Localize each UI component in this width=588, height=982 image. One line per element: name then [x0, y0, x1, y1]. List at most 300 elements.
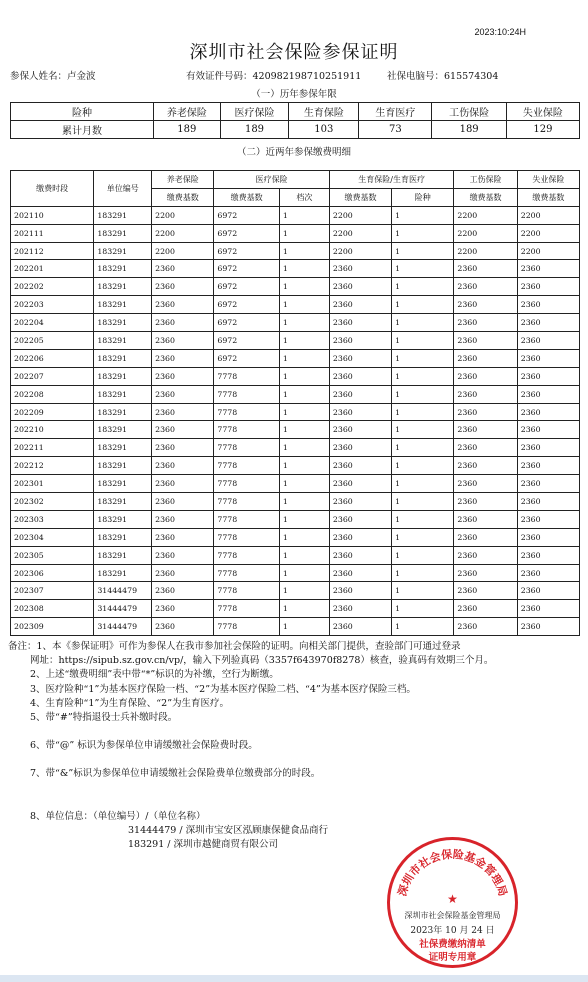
table-cell: 1	[392, 600, 454, 618]
table-cell: 2360	[329, 510, 391, 528]
detail-rows	[11, 206, 580, 635]
table-cell: 202307	[11, 582, 94, 600]
table-cell: 2360	[454, 314, 517, 332]
table-cell: 1	[392, 421, 454, 439]
table-cell: 1	[392, 510, 454, 528]
table-cell: 2360	[329, 546, 391, 564]
table-cell: 2360	[454, 260, 517, 278]
table-cell: 202304	[11, 528, 94, 546]
table-cell: 183291	[94, 475, 152, 493]
table-cell: 183291	[94, 260, 152, 278]
table-cell: 2360	[517, 475, 579, 493]
table-cell: 202306	[11, 564, 94, 582]
table-cell: 202209	[11, 403, 94, 421]
table-cell: 2200	[152, 206, 214, 224]
table-cell: 183291	[94, 278, 152, 296]
table-cell: 2360	[152, 510, 214, 528]
table-cell: 183291	[94, 242, 152, 260]
table-row	[11, 421, 580, 439]
table-cell: 2360	[517, 296, 579, 314]
table-cell: 7778	[214, 457, 280, 475]
table-cell: 183291	[94, 296, 152, 314]
table-cell: 7778	[214, 582, 280, 600]
table-cell: 202302	[11, 493, 94, 511]
table-cell: 2360	[152, 439, 214, 457]
table-cell: 2360	[517, 564, 579, 582]
table-cell: 2360	[517, 457, 579, 475]
summary-cell: 189	[154, 121, 221, 139]
table-cell: 202204	[11, 314, 94, 332]
table-cell: 2360	[517, 421, 579, 439]
insured-name: 参保人姓名：卢金波	[10, 71, 96, 82]
table-cell: 202305	[11, 546, 94, 564]
summary-cell: 189	[220, 121, 289, 139]
seal-date: 2023年 10 月 24 日	[410, 926, 495, 936]
table-row	[11, 546, 580, 564]
subheader-base: 缴费基数	[329, 188, 391, 206]
table-cell: 202207	[11, 367, 94, 385]
table-cell: 2360	[152, 296, 214, 314]
table-cell: 1	[279, 278, 329, 296]
table-cell: 202301	[11, 475, 94, 493]
table-cell: 6972	[214, 242, 280, 260]
table-cell: 2360	[152, 564, 214, 582]
summary-cell: 129	[506, 121, 579, 139]
table-cell: 2200	[329, 242, 391, 260]
table-cell: 2360	[152, 332, 214, 350]
table-cell: 1	[392, 582, 454, 600]
table-cell: 1	[279, 457, 329, 475]
table-cell: 2360	[329, 493, 391, 511]
table-cell: 2360	[517, 439, 579, 457]
table-row	[11, 385, 580, 403]
table-cell: 202309	[11, 618, 94, 636]
table-cell: 2200	[517, 206, 579, 224]
table-cell: 7778	[214, 475, 280, 493]
note-8-unit-1: 31444479 / 深圳市宝安区泓顾康保健食品商行	[128, 824, 329, 836]
table-cell: 1	[279, 403, 329, 421]
subheader-base: 缴费基数	[517, 188, 579, 206]
table-cell: 2360	[454, 475, 517, 493]
table-cell: 2360	[454, 332, 517, 350]
table-cell: 1	[392, 278, 454, 296]
table-cell: 2360	[329, 618, 391, 636]
table-row	[11, 582, 580, 600]
table-cell: 202210	[11, 421, 94, 439]
subheader-base: 缴费基数	[454, 188, 517, 206]
table-row	[11, 367, 580, 385]
table-cell: 1	[392, 260, 454, 278]
summary-header: 医疗保险	[220, 103, 289, 121]
table-cell: 1	[392, 242, 454, 260]
table-cell: 31444479	[94, 600, 152, 618]
table-cell: 2360	[329, 385, 391, 403]
table-cell: 2360	[517, 546, 579, 564]
table-cell: 183291	[94, 367, 152, 385]
table-cell: 2200	[454, 206, 517, 224]
table-cell: 2360	[152, 528, 214, 546]
table-row	[11, 475, 580, 493]
table-cell: 202201	[11, 260, 94, 278]
seal-star: ★	[447, 892, 458, 906]
subheader-type: 险种	[392, 188, 454, 206]
table-cell: 1	[392, 367, 454, 385]
table-cell: 1	[279, 206, 329, 224]
table-cell: 6972	[214, 349, 280, 367]
table-cell: 202111	[11, 224, 94, 242]
table-cell: 1	[392, 528, 454, 546]
table-cell: 1	[392, 385, 454, 403]
table-cell: 183291	[94, 546, 152, 564]
table-cell: 7778	[214, 421, 280, 439]
table-cell: 202303	[11, 510, 94, 528]
table-cell: 2360	[517, 582, 579, 600]
table-cell: 2360	[454, 367, 517, 385]
table-cell: 2360	[329, 564, 391, 582]
id-number: 有效证件号码：420982198710251911	[186, 71, 362, 82]
table-cell: 202211	[11, 439, 94, 457]
header-unit: 单位编号	[94, 171, 152, 207]
note-4: 4、生育险种“1”为生育保险、“2”为生育医疗。	[30, 697, 230, 709]
table-cell: 183291	[94, 314, 152, 332]
table-row	[11, 314, 580, 332]
summary-table	[10, 102, 580, 139]
summary-cell: 189	[432, 121, 506, 139]
table-cell: 2360	[329, 600, 391, 618]
table-cell: 2360	[517, 528, 579, 546]
table-row	[11, 510, 580, 528]
table-row	[11, 564, 580, 582]
social-security-number: 社保电脑号：615574304	[387, 71, 499, 82]
table-row	[11, 224, 580, 242]
header-period: 缴费时段	[11, 171, 94, 207]
table-cell: 6972	[214, 224, 280, 242]
table-cell: 183291	[94, 403, 152, 421]
note-8-unit-2: 183291 / 深圳市越健商贸有限公司	[128, 839, 279, 851]
table-cell: 2360	[329, 367, 391, 385]
table-cell: 7778	[214, 493, 280, 511]
note-7: 7、带“&”标识为参保单位申请缓缴社会保险费单位缴费部分的时段。	[30, 768, 321, 780]
table-cell: 6972	[214, 260, 280, 278]
detail-header-row	[11, 171, 580, 189]
table-cell: 183291	[94, 493, 152, 511]
table-cell: 2200	[152, 224, 214, 242]
table-cell: 2360	[517, 314, 579, 332]
table-cell: 2360	[329, 314, 391, 332]
table-cell: 1	[279, 564, 329, 582]
table-cell: 2360	[454, 278, 517, 296]
table-cell: 6972	[214, 206, 280, 224]
table-cell: 1	[392, 296, 454, 314]
header-injury: 工伤保险	[454, 171, 517, 189]
table-cell: 1	[392, 493, 454, 511]
table-cell: 2360	[329, 475, 391, 493]
table-cell: 202212	[11, 457, 94, 475]
table-cell: 183291	[94, 385, 152, 403]
table-cell: 31444479	[94, 618, 152, 636]
table-row	[11, 457, 580, 475]
note-1: 备注：1、本《参保证明》可作为参保人在我市参加社会保险的证明。向相关部门提供，查验部门可通过登录	[8, 641, 461, 652]
table-cell: 6972	[214, 314, 280, 332]
table-cell: 183291	[94, 439, 152, 457]
table-cell: 1	[392, 403, 454, 421]
table-cell: 6972	[214, 332, 280, 350]
table-cell: 1	[392, 314, 454, 332]
table-cell: 1	[279, 367, 329, 385]
table-cell: 1	[392, 349, 454, 367]
table-cell: 183291	[94, 206, 152, 224]
table-cell: 1	[392, 475, 454, 493]
table-cell: 2360	[152, 260, 214, 278]
table-row	[11, 618, 580, 636]
table-cell: 2360	[152, 582, 214, 600]
table-cell: 2360	[454, 349, 517, 367]
table-row	[11, 528, 580, 546]
table-cell: 2360	[152, 600, 214, 618]
summary-header: 生育保险	[289, 103, 359, 121]
seal-org: 深圳市社会保险基金管理局	[404, 911, 501, 920]
summary-header-row	[11, 103, 580, 121]
table-cell: 2360	[152, 493, 214, 511]
note-5: 5、带“#”特指退役士兵补缴时段。	[30, 712, 178, 724]
table-cell: 2360	[454, 618, 517, 636]
seal-arc-text: 深圳市社会保险基金管理局	[395, 847, 510, 898]
table-cell: 1	[279, 332, 329, 350]
table-row	[11, 278, 580, 296]
section-title-detail: （二）近两年参保缴费明细	[236, 147, 351, 158]
table-cell: 1	[279, 385, 329, 403]
table-cell: 2360	[454, 457, 517, 475]
table-cell: 6972	[214, 278, 280, 296]
summary-header: 失业保险	[506, 103, 579, 121]
table-cell: 1	[392, 439, 454, 457]
table-cell: 2200	[329, 206, 391, 224]
note-6: 6、带“@” 标识为参保单位申请缓缴社会保险费时段。	[30, 740, 258, 752]
table-cell: 7778	[214, 510, 280, 528]
table-cell: 1	[392, 618, 454, 636]
table-cell: 202206	[11, 349, 94, 367]
subheader-tier: 档次	[279, 188, 329, 206]
table-cell: 2200	[454, 224, 517, 242]
detail-table	[10, 170, 580, 636]
table-cell: 202112	[11, 242, 94, 260]
table-cell: 2360	[329, 296, 391, 314]
table-cell: 1	[279, 582, 329, 600]
table-cell: 2360	[454, 439, 517, 457]
table-cell: 7778	[214, 600, 280, 618]
table-row	[11, 260, 580, 278]
table-cell: 2360	[152, 475, 214, 493]
table-cell: 2360	[454, 582, 517, 600]
table-cell: 1	[392, 206, 454, 224]
table-cell: 2200	[517, 224, 579, 242]
table-cell: 2200	[517, 242, 579, 260]
subheader-base: 缴费基数	[214, 188, 280, 206]
note-3: 3、医疗险种“1”为基本医疗保险一档、“2”为基本医疗保险二档、“4”为基本医疗保险三档。	[30, 683, 416, 695]
table-cell: 2360	[152, 403, 214, 421]
table-cell: 1	[279, 475, 329, 493]
table-cell: 1	[392, 332, 454, 350]
table-cell: 2360	[329, 457, 391, 475]
table-cell: 1	[279, 493, 329, 511]
table-cell: 6972	[214, 296, 280, 314]
table-cell: 1	[279, 314, 329, 332]
seal-line-2: 证明专用章	[428, 952, 477, 963]
summary-cell: 73	[359, 121, 432, 139]
table-cell: 2360	[454, 564, 517, 582]
table-cell: 1	[279, 439, 329, 457]
table-row	[11, 403, 580, 421]
summary-cell: 103	[289, 121, 359, 139]
table-cell: 7778	[214, 385, 280, 403]
summary-cell: 累计月数	[11, 121, 154, 139]
table-cell: 1	[279, 528, 329, 546]
table-cell: 2360	[329, 582, 391, 600]
table-cell: 2360	[517, 493, 579, 511]
subheader-base: 缴费基数	[152, 188, 214, 206]
table-cell: 202202	[11, 278, 94, 296]
official-seal	[385, 835, 520, 970]
table-cell: 2200	[152, 242, 214, 260]
header-pension: 养老保险	[152, 171, 214, 189]
table-cell: 2360	[454, 296, 517, 314]
note-1-url: 网址：https://sipub.sz.gov.cn/vp/，输入下列验真码（3357f643970f8278）核查，验真码有效期三个月。	[30, 655, 494, 667]
table-cell: 2360	[329, 278, 391, 296]
table-cell: 2360	[454, 510, 517, 528]
document-title: 深圳市社会保险参保证明	[189, 42, 399, 63]
table-cell: 2360	[152, 349, 214, 367]
section-title-history: （一）历年参保年限	[251, 89, 337, 100]
table-cell: 1	[279, 546, 329, 564]
table-cell: 2360	[152, 385, 214, 403]
table-cell: 2360	[517, 403, 579, 421]
table-cell: 1	[279, 349, 329, 367]
table-cell: 183291	[94, 421, 152, 439]
seal-line-1: 社保费缴纳清单	[419, 939, 486, 950]
table-cell: 183291	[94, 510, 152, 528]
table-cell: 202110	[11, 206, 94, 224]
table-cell: 2360	[454, 493, 517, 511]
summary-header: 工伤保险	[432, 103, 506, 121]
table-row	[11, 493, 580, 511]
table-cell: 7778	[214, 546, 280, 564]
table-cell: 7778	[214, 528, 280, 546]
table-cell: 2360	[517, 385, 579, 403]
print-timestamp: 2023:10:24H	[474, 27, 526, 37]
table-cell: 1	[279, 600, 329, 618]
table-cell: 2360	[152, 421, 214, 439]
table-row	[11, 600, 580, 618]
header-maternity: 生育保险/生育医疗	[329, 171, 453, 189]
table-cell: 2360	[152, 367, 214, 385]
table-cell: 183291	[94, 528, 152, 546]
table-cell: 2360	[454, 421, 517, 439]
table-cell: 202208	[11, 385, 94, 403]
table-cell: 1	[279, 242, 329, 260]
table-cell: 7778	[214, 367, 280, 385]
header-medical: 医疗保险	[214, 171, 330, 189]
table-cell: 1	[392, 224, 454, 242]
table-cell: 7778	[214, 564, 280, 582]
table-cell: 2360	[517, 600, 579, 618]
header-unemployment: 失业保险	[517, 171, 579, 189]
table-cell: 2360	[152, 314, 214, 332]
table-cell: 183291	[94, 457, 152, 475]
summary-header: 养老保险	[154, 103, 221, 121]
table-cell: 2200	[454, 242, 517, 260]
table-cell: 7778	[214, 439, 280, 457]
table-cell: 2360	[454, 385, 517, 403]
table-cell: 2360	[152, 546, 214, 564]
summary-header: 生育医疗	[359, 103, 432, 121]
note-8: 8、单位信息：（单位编号）/（单位名称）	[30, 810, 206, 822]
table-cell: 2360	[517, 278, 579, 296]
table-cell: 1	[279, 510, 329, 528]
table-row	[11, 439, 580, 457]
table-cell: 2360	[517, 260, 579, 278]
table-row	[11, 349, 580, 367]
table-row	[11, 242, 580, 260]
table-cell: 2360	[329, 349, 391, 367]
table-cell: 7778	[214, 403, 280, 421]
table-cell: 7778	[214, 618, 280, 636]
table-cell: 1	[279, 421, 329, 439]
summary-header: 险种	[11, 103, 154, 121]
table-cell: 2360	[454, 403, 517, 421]
table-cell: 2360	[152, 618, 214, 636]
table-cell: 31444479	[94, 582, 152, 600]
table-row	[11, 296, 580, 314]
table-cell: 183291	[94, 349, 152, 367]
table-cell: 1	[392, 457, 454, 475]
table-cell: 2360	[517, 618, 579, 636]
table-cell: 2360	[517, 510, 579, 528]
table-cell: 2360	[517, 332, 579, 350]
table-cell: 2360	[329, 403, 391, 421]
table-cell: 1	[392, 564, 454, 582]
table-cell: 1	[279, 296, 329, 314]
table-row	[11, 332, 580, 350]
table-cell: 183291	[94, 332, 152, 350]
table-cell: 202203	[11, 296, 94, 314]
summary-value-row	[11, 121, 580, 139]
table-cell: 2360	[329, 332, 391, 350]
table-cell: 2360	[517, 349, 579, 367]
table-cell: 2360	[152, 278, 214, 296]
table-cell: 1	[392, 546, 454, 564]
table-cell: 2360	[517, 367, 579, 385]
table-cell: 2360	[329, 260, 391, 278]
table-row	[11, 206, 580, 224]
table-cell: 2360	[454, 600, 517, 618]
table-cell: 2360	[329, 421, 391, 439]
table-cell: 2360	[329, 528, 391, 546]
viewer-bottom-bar	[0, 975, 588, 982]
notes-block	[8, 640, 583, 852]
table-cell: 183291	[94, 224, 152, 242]
note-2: 2、上述“缴费明细”表中带“*”标识的为补缴，空行为断缴。	[30, 669, 279, 681]
table-cell: 2360	[454, 528, 517, 546]
table-cell: 2360	[329, 439, 391, 457]
table-cell: 183291	[94, 564, 152, 582]
table-cell: 2360	[152, 457, 214, 475]
table-cell: 2360	[454, 546, 517, 564]
table-cell: 202308	[11, 600, 94, 618]
table-cell: 1	[279, 260, 329, 278]
table-cell: 2200	[329, 224, 391, 242]
table-cell: 1	[279, 618, 329, 636]
table-cell: 1	[279, 224, 329, 242]
